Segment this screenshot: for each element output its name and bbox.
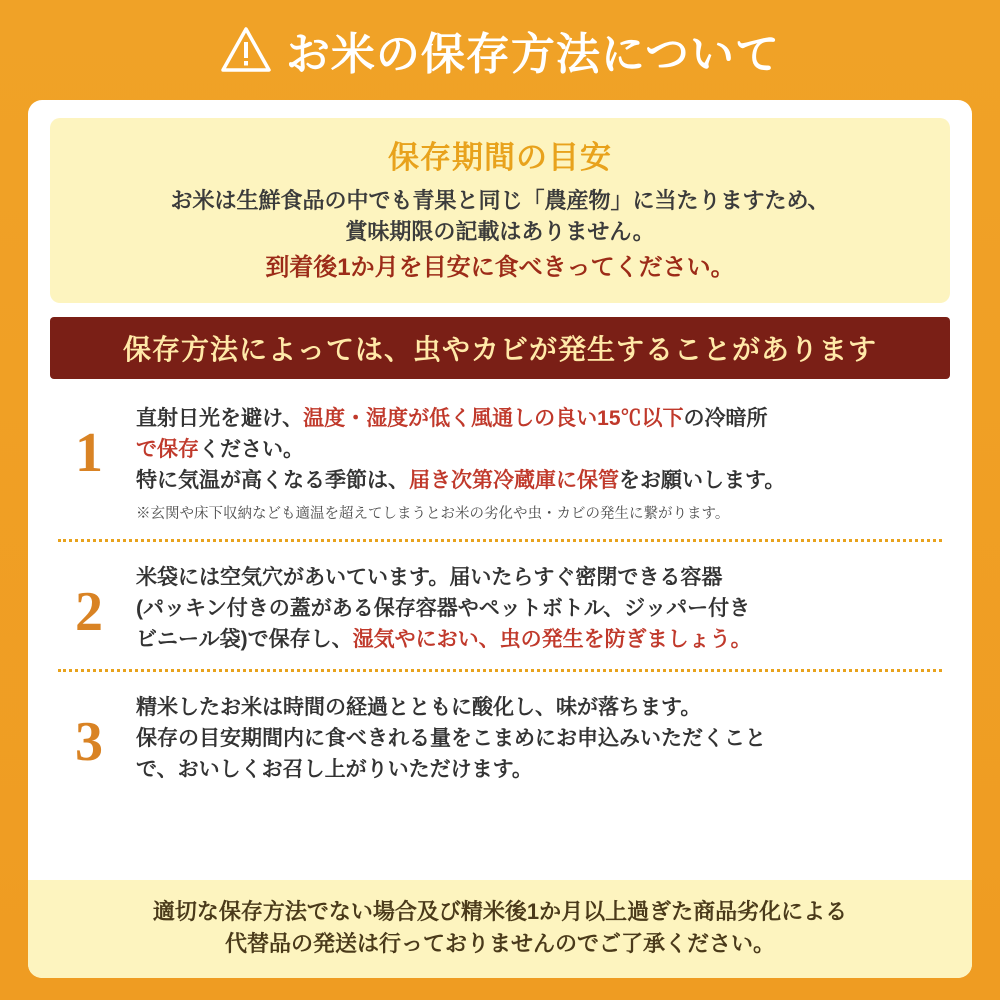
step1-line1 [136,403,946,434]
step-number: 2 [75,580,103,643]
step-number: 1 [75,422,103,485]
step2-line2: (パッキン付きの蓋がある保存容器やペットボトル、ジッパー付き [136,596,751,620]
step-body [136,558,946,655]
warning-banner [50,317,950,379]
step1-line3-c: をお願いします。 [619,469,786,493]
step3-line2: 保存の目安期間内に食べきれる量をこまめにお申込みいただくこと [136,726,766,750]
footer-line2: 代替品の発送は行っておりませんのでご了承ください。 [224,931,775,957]
storage-period-line2: 賞味期限の記載はありません。 [345,219,655,245]
storage-period-line1: お米は生鮮食品の中でも青果と同じ「農産物」に当たりますため、 [170,188,830,213]
list-item [50,674,950,797]
list-item [50,385,950,537]
warning-banner-text: 保存方法によっては、虫やカビが発生することがあります [122,334,877,366]
step1-line3 [136,465,946,496]
storage-period-title: 保存期間の目安 [388,140,612,175]
footer-note [28,880,972,978]
step3-line1: 精米したお米は時間の経過とともに酸化し、味が落ちます。 [136,695,702,719]
header [0,0,1000,100]
content-card [28,100,972,978]
storage-period-emphasis: 到着後1か月を目安に食べきってください。 [265,254,735,282]
step-number: 3 [75,710,103,773]
list-item [50,544,950,667]
step-body [136,688,946,785]
step2-line3-highlight: 湿気やにおい、虫の発生を防ぎましょう。 [352,627,752,651]
footer-line1: 適切な保存方法でない場合及び精米後1か月以上過ぎた商品劣化による [152,899,848,925]
storage-period-box [50,118,950,303]
step2-line1: 米袋には空気穴があいています。届いたらすぐ密閉できる容器 [136,565,723,589]
step2-line3 [136,624,946,655]
step1-note: ※玄関や床下収納なども適温を超えてしまうとお米の劣化や虫・カビの発生に繋がります。 [136,506,730,523]
step2-line3-a: ビニール袋)で保存し、 [136,627,353,651]
warning-triangle-icon [220,24,272,76]
step1-line2-highlight: で保存 [136,438,199,462]
step-body [136,399,946,525]
divider [58,539,942,542]
step1-line1-highlight: 温度・湿度が低く風通しの良い15℃以下 [303,407,684,431]
step1-line3-highlight: 届き次第冷蔵庫に保管 [409,469,619,493]
step1-line1-c: の冷暗所 [683,407,768,431]
step1-line2-b: ください。 [199,438,304,462]
step1-line2 [136,434,946,465]
divider [58,669,942,672]
step1-line1-a: 直射日光を避け、 [136,407,304,431]
page-title: お米の保存方法について [285,30,781,79]
steps-list [50,379,950,797]
step1-line3-a: 特に気温が高くなる季節は、 [136,469,409,493]
step3-line3: で、おいしくお召し上がりいただけます。 [136,757,533,781]
